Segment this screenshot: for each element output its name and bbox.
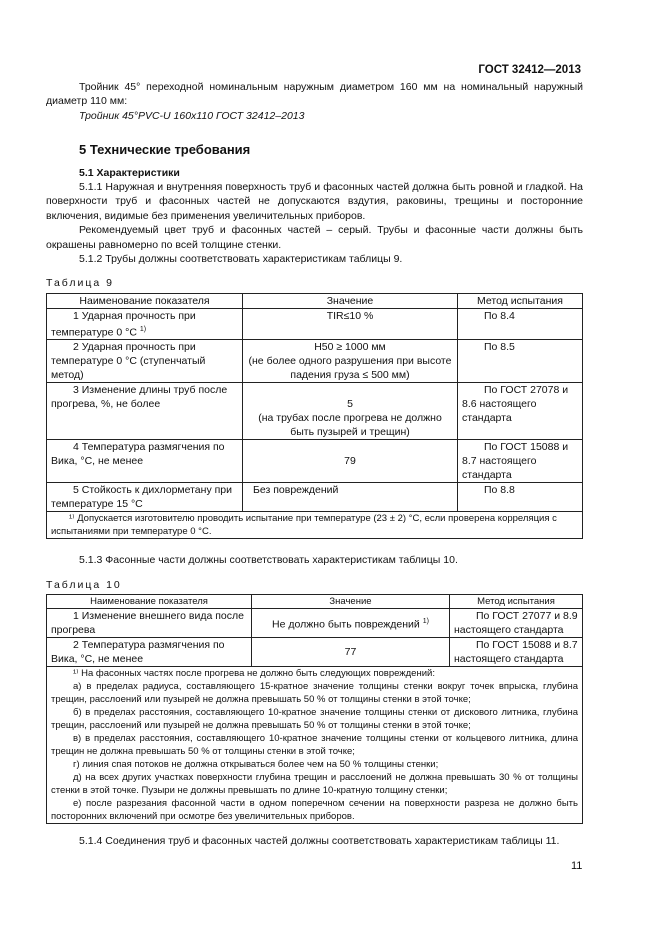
cell-text: 2 Температура размягчения по Вика, °С, не менее bbox=[51, 639, 225, 666]
cell-text: По ГОСТ 27077 и 8.9 настоящего стандарта bbox=[454, 610, 578, 637]
table-header: Наименование показателя bbox=[47, 595, 252, 609]
table10 bbox=[46, 594, 583, 824]
note-line: а) в пределах радиуса, составляющего 15-кратное значение толщины стенки вокруг точек впрыска, глубина трещин, расслоений или пузырей не должна превышать 50 % от толщины стенки в этой точке; bbox=[51, 681, 578, 706]
table-cell-name bbox=[47, 308, 243, 340]
table9 bbox=[46, 293, 583, 540]
cell-text: H50 ≥ 1000 мм bbox=[314, 341, 386, 354]
paragraph-5-1-3: 5.1.3 Фасонные части должны соответствовать характеристикам таблицы 10. bbox=[79, 554, 458, 567]
table-cell-method bbox=[450, 638, 583, 667]
table-notes-row bbox=[47, 667, 583, 824]
table-header-row bbox=[47, 293, 583, 308]
table10-notes bbox=[47, 667, 583, 824]
page-number: 11 bbox=[571, 860, 583, 872]
cell-text: Без повреждений bbox=[253, 484, 339, 497]
table-row bbox=[47, 308, 583, 340]
table-cell-value bbox=[243, 383, 458, 440]
paragraph-color: Рекомендуемый цвет труб и фасонных частей – серый. Трубы и фасонные части должны быть окрашены равномерно по всей толщине стенки. bbox=[46, 224, 583, 251]
table9-caption: Таблица 9 bbox=[46, 277, 114, 290]
note-line: ¹⁾ На фасонных частях после прогрева не должно быть следующих повреждений: bbox=[73, 668, 435, 680]
cell-text: По 8.5 bbox=[484, 341, 515, 354]
table-header: Значение bbox=[252, 595, 450, 609]
table-header: Метод испытания bbox=[458, 293, 583, 308]
note-line: д) на всех других участках поверхности глубина трещин и расслоений не должна превышать 30 % от толщины стенки в этой точке. Пузыри не должны превышать по длине 10-кратную толщину стенки; bbox=[51, 772, 578, 797]
table9-footnote bbox=[47, 512, 583, 539]
page-content bbox=[46, 80, 583, 849]
footnote-mark: 1) bbox=[422, 617, 429, 625]
table-cell-method bbox=[450, 609, 583, 638]
table-cell-value: TIR≤10 % bbox=[243, 308, 458, 340]
cell-text: 4 Температура размягчения по Вика, °С, не менее bbox=[51, 441, 225, 468]
cell-text: 3 Изменение длины труб после прогрева, %, не более bbox=[51, 384, 228, 411]
table-cell-name bbox=[47, 340, 243, 383]
table-row bbox=[47, 638, 583, 667]
table-cell-name bbox=[47, 383, 243, 440]
table-header: Значение bbox=[243, 293, 458, 308]
footnote-text: ¹⁾ Допускается изготовителю проводить испытание при температуре (23 ± 2) °С, если проверена корреляция с испытаниями при температуре 0 °С. bbox=[51, 513, 557, 538]
cell-text: 1 Ударная прочность при температуре 0 °С bbox=[51, 309, 196, 339]
footnote-mark: 1) bbox=[139, 325, 147, 333]
section-title: 5 Технические требования bbox=[79, 142, 251, 158]
table-row bbox=[47, 383, 583, 440]
table-cell-method bbox=[458, 340, 583, 383]
cell-text: По ГОСТ 15088 и 8.7 настоящего стандарта bbox=[462, 441, 569, 482]
note-line: е) после разрезания фасонной части в одном поперечном сечении на поверхности разреза не должно быть посторонних включений при осмотре без увеличительных приборов. bbox=[51, 798, 578, 823]
note-line: г) линия спая потоков не должна открываться более чем на 50 % толщины стенки; bbox=[73, 759, 439, 771]
table-cell-value: 79 bbox=[243, 440, 458, 483]
cell-text: По ГОСТ 27078 и 8.6 настоящего стандарта bbox=[462, 384, 569, 425]
table-cell-name bbox=[47, 609, 252, 638]
subsection-title: 5.1 Характеристики bbox=[79, 166, 180, 179]
note-line: в) в пределах расстояния, составляющего 10-кратное значение толщины стенки от кольцевого литника, длина трещин не должна превышать 50 % от толщины стенки в этой точке; bbox=[51, 733, 578, 758]
note-line: б) в пределах расстояния, составляющего 10-кратное значение толщины стенки от дискового литника, глубина трещин, расслоений или пузырей не должна превышать 50 % от толщины стенки в этой точке; bbox=[51, 707, 578, 732]
table-row bbox=[47, 440, 583, 483]
table-cell-value bbox=[243, 483, 458, 512]
table-footnote-row bbox=[47, 512, 583, 539]
cell-text: (на трубах после прогрева не должно быть пузырей и трещин) bbox=[258, 412, 442, 439]
cell-text: 2 Ударная прочность при температуре 0 °С (ступенчатый метод) bbox=[51, 341, 206, 382]
table10-caption: Таблица 10 bbox=[46, 578, 122, 591]
standard-header: ГОСТ 32412—2013 bbox=[478, 64, 581, 76]
table-header-row bbox=[47, 595, 583, 609]
intro-text: Тройник 45° переходной номинальным наружным диаметром 160 мм на номинальный наружный диаметр 110 мм: bbox=[46, 81, 583, 108]
table-row bbox=[47, 340, 583, 383]
table-cell-value bbox=[252, 609, 450, 638]
cell-text: По ГОСТ 15088 и 8.7 настоящего стандарта bbox=[454, 639, 578, 666]
cell-text: 5 bbox=[347, 398, 353, 411]
table-cell-name bbox=[47, 638, 252, 667]
table-cell-value: 77 bbox=[252, 638, 450, 667]
cell-text: (не более одного разрушения при высоте падения груза ≤ 500 мм) bbox=[248, 355, 452, 382]
table-row bbox=[47, 609, 583, 638]
table-cell-method bbox=[458, 440, 583, 483]
table-row bbox=[47, 483, 583, 512]
table-cell-name bbox=[47, 483, 243, 512]
table-header: Метод испытания bbox=[450, 595, 583, 609]
paragraph-5-1-2: 5.1.2 Трубы должны соответствовать характеристикам таблицы 9. bbox=[79, 253, 403, 266]
table-cell-name bbox=[47, 440, 243, 483]
table-cell-method bbox=[458, 308, 583, 340]
table-cell-method bbox=[458, 483, 583, 512]
table-cell-value bbox=[243, 340, 458, 383]
cell-text: По 8.8 bbox=[484, 484, 515, 497]
paragraph-5-1-4: 5.1.4 Соединения труб и фасонных частей должны соответствовать характеристикам таблицы 11. bbox=[79, 835, 560, 848]
cell-text: Не должно быть повреждений bbox=[272, 618, 420, 631]
cell-text: По 8.4 bbox=[484, 309, 515, 322]
paragraph-5-1-1: 5.1.1 Наружная и внутренняя поверхность труб и фасонных частей должна быть ровной и гладкой. На поверхности труб и фасонных частей не допускаются вздутия, раковины, трещины и посторонние включения, видимые без применения увеличительных приборов. bbox=[46, 181, 583, 222]
table-header: Наименование показателя bbox=[47, 293, 243, 308]
cell-text: 1 Изменение внешнего вида после прогрева bbox=[51, 610, 244, 637]
table-cell-method bbox=[458, 383, 583, 440]
intro-designation: Тройник 45°PVC-U 160x110 ГОСТ 32412–2013 bbox=[79, 109, 305, 122]
cell-text: 5 Стойкость к дихлорметану при температуре 15 °С bbox=[51, 484, 233, 511]
